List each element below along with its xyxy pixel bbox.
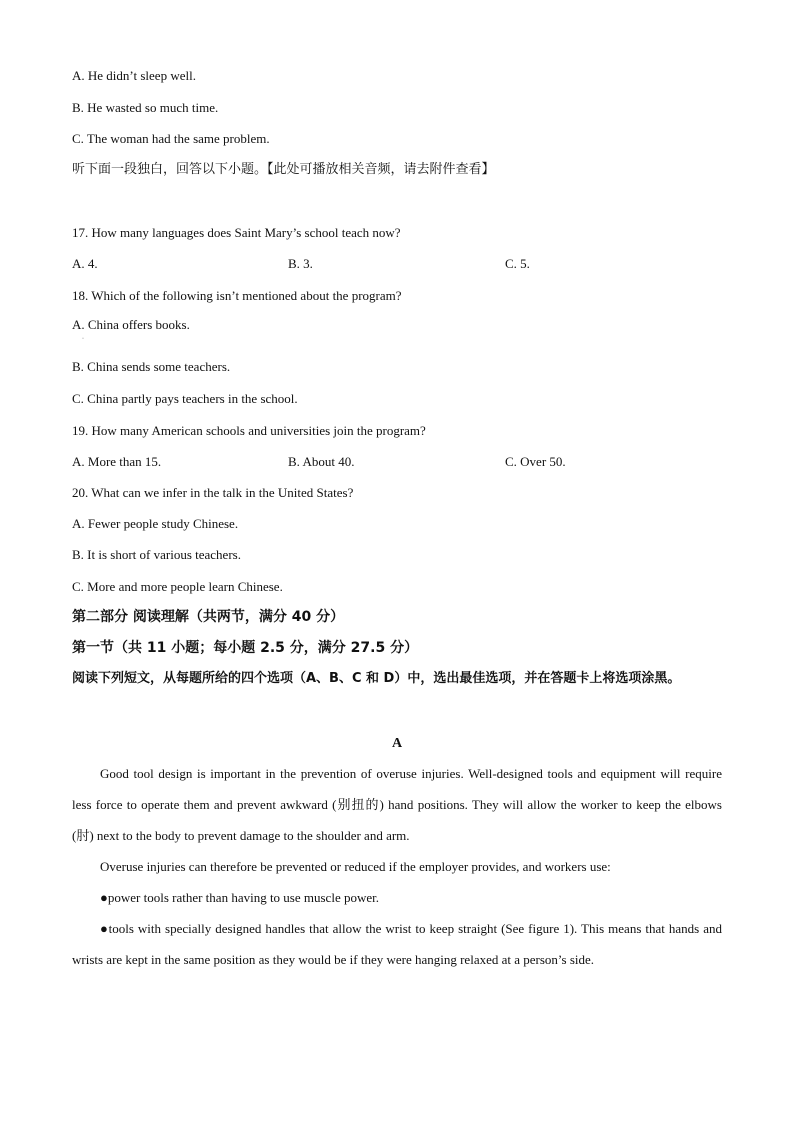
- q20-option-a: A. Fewer people study Chinese.: [72, 516, 239, 531]
- q20-option-c: C. More and more people learn Chinese.: [72, 579, 283, 594]
- q16-option-a: A. He didn’t sleep well.: [72, 68, 196, 83]
- q17-option-c: C. 5.: [505, 256, 530, 271]
- passage-bullet-1: ●power tools rather than having to use muscle power.: [100, 890, 379, 905]
- audio-instruction: 听下面一段独白，回答以下小题。【此处可播放相关音频，请去附件查看】: [72, 162, 495, 177]
- passage-paragraph-1: Good tool design is important in the prevention of overuse injuries. Well-designed tools and equipment will require less force to operate them and prevent awkward (别扭的) hand positions. They will allow the worker to keep the elbows (肘) next to the body to prevent damage to the shoulder and arm.: [72, 766, 722, 843]
- q20-option-b: B. It is short of various teachers.: [72, 547, 241, 562]
- q17-option-a: A. 4.: [72, 256, 98, 271]
- q19-option-c: C. Over 50.: [505, 454, 566, 469]
- q19-option-b: B. About 40.: [288, 454, 355, 469]
- passage-bullet-2: ●tools with specially designed handles that allow the wrist to keep straight (See figure 1). This means that hands and wrists are kept in the same position as they would be if they were hanging relaxed at a person’s side.: [72, 921, 722, 967]
- stray-dot-mark: ·: [82, 336, 84, 342]
- q18-option-a: A. China offers books.: [72, 317, 190, 332]
- q16-option-c: C. The woman had the same problem.: [72, 131, 270, 146]
- part-two-title: 第二部分 阅读理解（共两节，满分 40 分）: [72, 609, 345, 625]
- q19-option-a: A. More than 15.: [72, 454, 162, 469]
- passage-letter: A: [391, 736, 403, 751]
- q17-question: 17. How many languages does Saint Mary’s school teach now?: [72, 225, 401, 240]
- reading-directions: 阅读下列短文，从每题所给的四个选项（A、B、C 和 D）中，选出最佳选项，并在答题卡上将选项涂黑。: [72, 671, 681, 686]
- q16-option-b: B. He wasted so much time.: [72, 100, 219, 115]
- q18-option-b: B. China sends some teachers.: [72, 359, 231, 374]
- q18-question: 18. Which of the following isn’t mentioned about the program?: [72, 288, 402, 303]
- section-one-title: 第一节（共 11 小题；每小题 2.5 分，满分 27.5 分）: [72, 640, 419, 656]
- q17-option-b: B. 3.: [288, 256, 313, 271]
- q19-question: 19. How many American schools and universities join the program?: [72, 423, 426, 438]
- q18-option-c: C. China partly pays teachers in the school.: [72, 391, 298, 406]
- passage-paragraph-2: Overuse injuries can therefore be prevented or reduced if the employer provides, and workers use:: [100, 859, 611, 874]
- q20-question: 20. What can we infer in the talk in the United States?: [72, 485, 354, 500]
